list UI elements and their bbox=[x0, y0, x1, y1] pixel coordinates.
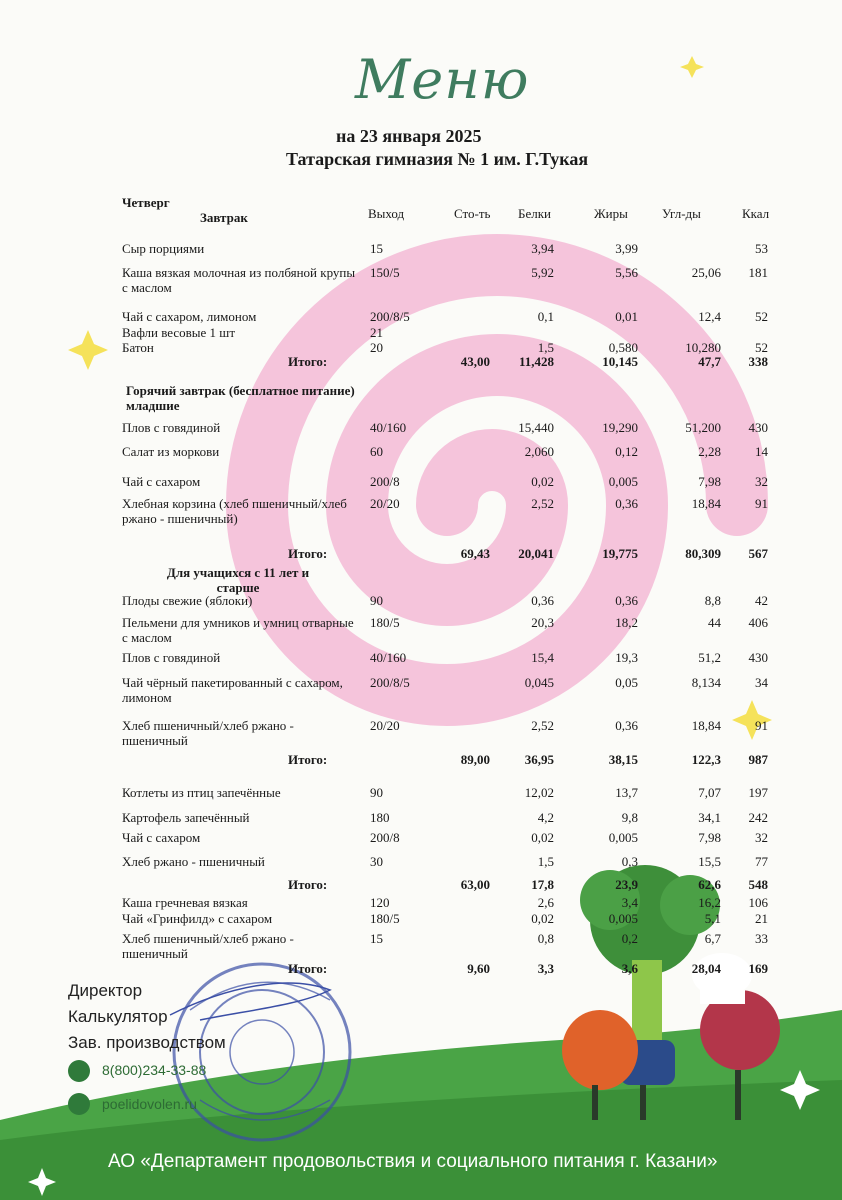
total-carb: 28,04 bbox=[691, 961, 721, 976]
dish-carb: 6,7 bbox=[704, 931, 721, 946]
dish-kcal: 77 bbox=[755, 854, 768, 869]
dish-out: 60 bbox=[370, 444, 383, 459]
dish-fat: 0,005 bbox=[608, 474, 638, 489]
dish-kcal: 33 bbox=[755, 931, 768, 946]
dish-prot: 0,02 bbox=[531, 830, 554, 845]
dish-kcal: 430 bbox=[748, 420, 768, 435]
dish-out: 200/8 bbox=[370, 474, 400, 489]
dish-fat: 13,7 bbox=[615, 785, 638, 800]
col-header-cost: Сто-ть bbox=[454, 206, 491, 221]
dish-out: 40/160 bbox=[370, 650, 407, 665]
total-kcal: 567 bbox=[748, 546, 768, 561]
page-title: Меню bbox=[355, 48, 530, 111]
dish-carb: 10,280 bbox=[685, 340, 721, 355]
director-label: Директор bbox=[68, 981, 143, 1000]
dish-prot: 0,36 bbox=[531, 593, 554, 608]
dish-out: 20/20 bbox=[370, 718, 400, 733]
dish-prot: 0,02 bbox=[531, 474, 554, 489]
dish-name: Картофель запечённый bbox=[122, 810, 250, 825]
dish-out: 15 bbox=[370, 241, 383, 256]
section-hot-breakfast: Горячий завтрак (бесплатное питание) младшие bbox=[126, 383, 355, 413]
dish-name: Чай чёрный пакетированный с сахаром, лимоном bbox=[122, 675, 343, 705]
dish-prot: 0,045 bbox=[524, 675, 554, 690]
manager-label: Зав. производством bbox=[68, 1033, 226, 1052]
dish-out: 15 bbox=[370, 931, 383, 946]
dish-out: 40/160 bbox=[370, 420, 407, 435]
dish-name: Плов с говядиной bbox=[122, 420, 221, 435]
total-fat: 10,145 bbox=[602, 354, 638, 369]
dish-carb: 51,200 bbox=[685, 420, 721, 435]
dish-name: Батон bbox=[122, 340, 154, 355]
total-prot: 36,95 bbox=[524, 752, 554, 767]
dish-out: 180/5 bbox=[370, 911, 400, 926]
dish-carb: 15,5 bbox=[698, 854, 721, 869]
dish-fat: 0,36 bbox=[615, 496, 638, 511]
dish-fat: 0,2 bbox=[621, 931, 638, 946]
total-label: Итого: bbox=[288, 354, 328, 369]
dish-carb: 34,1 bbox=[698, 810, 721, 825]
dish-carb: 7,07 bbox=[698, 785, 721, 800]
dish-fat: 18,2 bbox=[615, 615, 638, 630]
dish-carb: 7,98 bbox=[698, 830, 721, 845]
col-header-prot: Белки bbox=[518, 206, 551, 221]
dish-fat: 3,4 bbox=[621, 895, 638, 910]
dish-name: Пельмени для умников и умниц отварные с маслом bbox=[122, 615, 354, 645]
phone-icon bbox=[68, 1060, 90, 1082]
dish-out: 90 bbox=[370, 593, 383, 608]
dish-out: 200/8 bbox=[370, 830, 400, 845]
dish-name: Каша вязкая молочная из полбяной крупы с маслом bbox=[122, 265, 356, 295]
dish-prot: 15,440 bbox=[518, 420, 554, 435]
dish-out: 120 bbox=[370, 895, 390, 910]
dish-out: 90 bbox=[370, 785, 383, 800]
dish-carb: 18,84 bbox=[691, 496, 721, 511]
dish-fat: 9,8 bbox=[621, 810, 638, 825]
dish-carb: 7,98 bbox=[698, 474, 721, 489]
dish-name: Чай с сахаром bbox=[122, 474, 201, 489]
organization-name: АО «Департамент продовольствия и социального питания г. Казани» bbox=[108, 1151, 718, 1172]
dish-name: Чай «Гринфилд» с сахаром bbox=[122, 911, 273, 926]
dish-prot: 5,92 bbox=[531, 265, 554, 280]
dish-carb: 12,4 bbox=[698, 309, 721, 324]
dish-prot: 3,94 bbox=[531, 241, 554, 256]
dish-name: Салат из моркови bbox=[122, 444, 220, 459]
col-header-name: Завтрак bbox=[200, 210, 248, 225]
dish-kcal: 53 bbox=[755, 241, 768, 256]
total-kcal: 548 bbox=[748, 877, 768, 892]
dish-fat: 19,290 bbox=[602, 420, 638, 435]
dish-carb: 44 bbox=[708, 615, 721, 630]
total-cost: 9,60 bbox=[467, 961, 490, 976]
total-cost: 63,00 bbox=[460, 877, 490, 892]
dish-kcal: 32 bbox=[755, 830, 768, 845]
dish-name: Чай с сахаром bbox=[122, 830, 201, 845]
dish-prot: 4,2 bbox=[537, 810, 554, 825]
total-fat: 19,775 bbox=[602, 546, 638, 561]
dish-prot: 0,1 bbox=[537, 309, 554, 324]
total-kcal: 338 bbox=[748, 354, 768, 369]
dish-prot: 20,3 bbox=[531, 615, 554, 630]
phone-number[interactable]: 8(800)234-33-88 bbox=[102, 1062, 207, 1078]
dish-name: Хлебная корзина (хлеб пшеничный/хлеб ржано - пшеничный) bbox=[122, 496, 347, 526]
dish-carb: 25,06 bbox=[691, 265, 721, 280]
dish-prot: 2,52 bbox=[531, 496, 554, 511]
dish-fat: 0,005 bbox=[608, 830, 638, 845]
dish-carb: 5,1 bbox=[704, 911, 721, 926]
dish-fat: 0,05 bbox=[615, 675, 638, 690]
total-fat: 38,15 bbox=[608, 752, 638, 767]
dish-prot: 2,060 bbox=[524, 444, 554, 459]
dish-kcal: 181 bbox=[748, 265, 768, 280]
total-cost: 89,00 bbox=[460, 752, 490, 767]
total-label: Итого: bbox=[288, 546, 328, 561]
dish-fat: 3,99 bbox=[615, 241, 638, 256]
total-fat: 3,6 bbox=[621, 961, 638, 976]
dish-kcal: 406 bbox=[748, 615, 768, 630]
dish-out: 30 bbox=[370, 854, 383, 869]
dish-name: Котлеты из птиц запечённые bbox=[122, 785, 281, 800]
col-header-fat: Жиры bbox=[594, 206, 628, 221]
website-link[interactable]: poelidovolen.ru bbox=[102, 1096, 197, 1112]
dish-out: 200/8/5 bbox=[370, 675, 410, 690]
dish-out: 20 bbox=[370, 340, 383, 355]
dish-out: 180/5 bbox=[370, 615, 400, 630]
dish-fat: 0,580 bbox=[608, 340, 638, 355]
total-label: Итого: bbox=[288, 961, 328, 976]
dish-fat: 0,01 bbox=[615, 309, 638, 324]
dish-carb: 8,8 bbox=[704, 593, 721, 608]
dish-prot: 2,52 bbox=[531, 718, 554, 733]
school-name: Татарская гимназия № 1 им. Г.Тукая bbox=[286, 149, 589, 169]
dish-kcal: 21 bbox=[755, 911, 768, 926]
dish-name: Каша гречневая вязкая bbox=[122, 895, 248, 910]
dish-name: Сыр порциями bbox=[122, 241, 205, 256]
dish-kcal: 52 bbox=[755, 309, 768, 324]
dish-kcal: 34 bbox=[755, 675, 768, 690]
dish-fat: 0,005 bbox=[608, 911, 638, 926]
dish-kcal: 52 bbox=[755, 340, 768, 355]
calculator-label: Калькулятор bbox=[68, 1007, 168, 1026]
dish-prot: 2,6 bbox=[537, 895, 554, 910]
dish-fat: 0,36 bbox=[615, 718, 638, 733]
dish-carb: 51,2 bbox=[698, 650, 721, 665]
dish-kcal: 242 bbox=[748, 810, 768, 825]
dish-out: 20/20 bbox=[370, 496, 400, 511]
dish-fat: 5,56 bbox=[615, 265, 638, 280]
dish-prot: 12,02 bbox=[524, 785, 554, 800]
section-older: Для учащихся с 11 лет и старше bbox=[166, 565, 310, 595]
globe-icon bbox=[68, 1093, 90, 1115]
dish-kcal: 197 bbox=[748, 785, 768, 800]
dish-carb: 16,2 bbox=[698, 895, 721, 910]
dish-carb: 8,134 bbox=[691, 675, 721, 690]
total-carb: 80,309 bbox=[685, 546, 721, 561]
dish-prot: 0,8 bbox=[537, 931, 554, 946]
dish-kcal: 91 bbox=[755, 496, 768, 511]
dish-out: 21 bbox=[370, 325, 383, 340]
dish-prot: 15,4 bbox=[531, 650, 554, 665]
dish-carb: 18,84 bbox=[691, 718, 721, 733]
total-carb: 122,3 bbox=[691, 752, 721, 767]
total-prot: 17,8 bbox=[531, 877, 554, 892]
date-line: на 23 января 2025 bbox=[336, 126, 482, 146]
dish-name: Вафли весовые 1 шт bbox=[122, 325, 235, 340]
dish-name: Хлеб пшеничный/хлеб ржано - пшеничный bbox=[122, 931, 294, 961]
total-carb: 62,6 bbox=[698, 877, 721, 892]
day-label: Четверг bbox=[122, 195, 170, 210]
total-prot: 20,041 bbox=[518, 546, 554, 561]
total-prot: 3,3 bbox=[537, 961, 554, 976]
dish-out: 180 bbox=[370, 810, 390, 825]
dish-name: Хлеб ржано - пшеничный bbox=[122, 854, 265, 869]
dish-name: Плоды свежие (яблоки) bbox=[122, 593, 253, 608]
total-label: Итого: bbox=[288, 752, 328, 767]
dish-kcal: 430 bbox=[748, 650, 768, 665]
col-header-carb: Угл-ды bbox=[662, 206, 701, 221]
dish-prot: 0,02 bbox=[531, 911, 554, 926]
dish-carb: 2,28 bbox=[698, 444, 721, 459]
dish-kcal: 14 bbox=[755, 444, 768, 459]
dish-prot: 1,5 bbox=[537, 340, 554, 355]
dish-fat: 0,3 bbox=[621, 854, 638, 869]
total-label: Итого: bbox=[288, 877, 328, 892]
col-header-kcal: Ккал bbox=[742, 206, 770, 221]
col-header-out: Выход bbox=[368, 206, 405, 221]
total-cost: 43,00 bbox=[460, 354, 490, 369]
dish-fat: 0,12 bbox=[615, 444, 638, 459]
total-kcal: 169 bbox=[748, 961, 768, 976]
dish-kcal: 106 bbox=[748, 895, 768, 910]
dish-kcal: 32 bbox=[755, 474, 768, 489]
total-cost: 69,43 bbox=[460, 546, 490, 561]
total-carb: 47,7 bbox=[698, 354, 721, 369]
total-fat: 23,9 bbox=[615, 877, 638, 892]
dish-fat: 0,36 bbox=[615, 593, 638, 608]
total-kcal: 987 bbox=[748, 752, 768, 767]
dish-prot: 1,5 bbox=[537, 854, 554, 869]
dish-fat: 19,3 bbox=[615, 650, 638, 665]
dish-name: Плов с говядиной bbox=[122, 650, 221, 665]
dish-name: Хлеб пшеничный/хлеб ржано - пшеничный bbox=[122, 718, 294, 748]
dish-kcal: 91 bbox=[755, 718, 768, 733]
dish-out: 150/5 bbox=[370, 265, 400, 280]
dish-name: Чай с сахаром, лимоном bbox=[122, 309, 257, 324]
dish-out: 200/8/5 bbox=[370, 309, 410, 324]
total-prot: 11,428 bbox=[518, 354, 554, 369]
dish-kcal: 42 bbox=[755, 593, 768, 608]
